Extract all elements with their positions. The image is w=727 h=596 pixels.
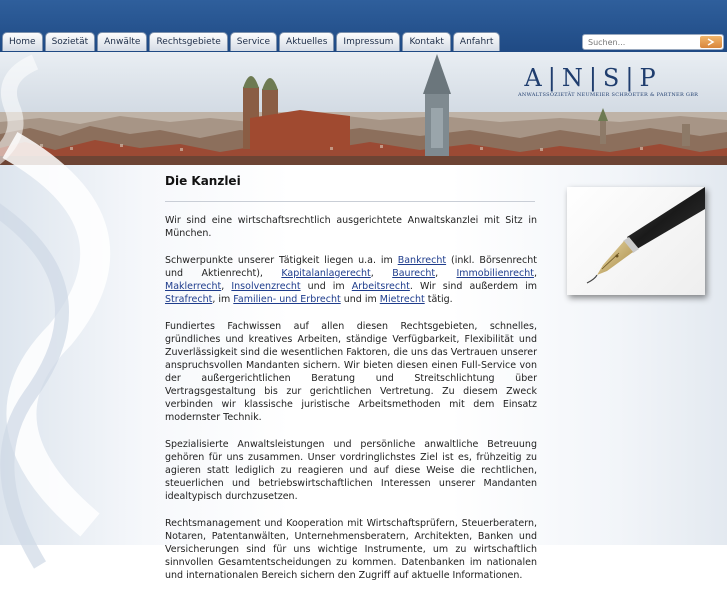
paragraph-intro: Wir sind eine wirtschaftsrechtlich ausgerichtete Anwaltskanzlei mit Sitz in München.	[165, 215, 537, 239]
nav-tab-sozietaet[interactable]: Sozietät	[45, 32, 96, 51]
link-kapitalanlagerecht[interactable]: Kapitalanlagerecht	[281, 268, 371, 279]
search-box	[582, 34, 724, 50]
text-segment: ,	[533, 268, 537, 279]
link-bankrecht[interactable]: Bankrecht	[397, 255, 447, 266]
text-segment: . Wir sind außerdem im	[409, 281, 537, 292]
link-familien-erbrecht[interactable]: Familien- und Erbrecht	[233, 294, 341, 305]
text-segment: ,	[370, 268, 393, 279]
link-insolvenzrecht[interactable]: Insolvenzrecht	[231, 281, 301, 292]
text-segment: ,	[435, 268, 457, 279]
arrow-right-icon	[706, 38, 716, 46]
nav-tab-rechtsgebiete[interactable]: Rechtsgebiete	[149, 32, 227, 51]
section-sign-watermark	[0, 165, 160, 545]
link-arbeitsrecht[interactable]: Arbeitsrecht	[351, 281, 410, 292]
page-title: Die Kanzlei	[165, 174, 241, 188]
nav-tab-aktuelles[interactable]: Aktuelles	[279, 32, 334, 51]
logo-mark: A|N|S|P	[524, 64, 662, 92]
fountain-pen-image	[567, 187, 705, 295]
link-maklerrecht[interactable]: Maklerrecht	[165, 281, 222, 292]
link-baurecht[interactable]: Baurecht	[392, 268, 436, 279]
text-segment: Schwerpunkte unserer Tätigkeit liegen u.a. im	[165, 255, 398, 266]
link-immobilienrecht[interactable]: Immobilienrecht	[456, 268, 534, 279]
text-segment: tätig.	[424, 294, 453, 305]
fountain-pen-icon	[567, 187, 705, 295]
article	[165, 165, 537, 596]
text-segment: und im	[340, 294, 380, 305]
paragraph-services: Spezialisierte Anwaltsleistungen und persönliche anwaltliche Betreuung gehören für uns zusammen. Unser vordringlichstes Ziel ist es, frühzeitig zu agieren statt lediglich zu reagieren und auf diese Weise die rechtlichen, steuerlichen und betriebswirtschaftlichen Interessen unserer Mandanten idealtypisch durchzusetzen.	[165, 439, 537, 502]
search-button[interactable]	[700, 36, 722, 48]
nav-tab-anwaelte[interactable]: Anwälte	[97, 32, 147, 51]
company-logo	[518, 64, 699, 98]
link-strafrecht[interactable]: Strafrecht	[165, 294, 213, 305]
top-navigation-bar	[0, 0, 727, 52]
title-divider	[165, 201, 535, 202]
text-segment: ,	[221, 281, 232, 292]
logo-subtitle: ANWALTSSOZIETÄT NEUMEIER SCHROETER & PARTNER GBR	[518, 92, 699, 98]
nav-tab-home[interactable]: Home	[2, 32, 43, 51]
nav-tab-kontakt[interactable]: Kontakt	[402, 32, 450, 51]
text-segment: (inkl. Börsenrecht und Aktienrecht),	[165, 255, 537, 279]
main-content-area	[0, 165, 727, 581]
paragraph-cooperation: Rechtsmanagement und Kooperation mit Wirtschaftsprüfern, Steuerberatern, Notaren, Patentanwälten, Unternehmensberatern, Architekten, Banken und Versicherungen sind für uns wichtige Instrumente, um zu wirtschaftlich sinnvollen Gesamtentscheidungen zu kommen. Datenbanken im nationalen und internationalen Bereich sichern den Zugriff auf aktuelle Informationen.	[165, 518, 537, 581]
text-segment: , im	[212, 294, 234, 305]
nav-tab-impressum[interactable]: Impressum	[336, 32, 400, 51]
paragraph-focus-areas	[165, 254, 537, 306]
text-segment: und im	[300, 281, 352, 292]
nav-tab-service[interactable]: Service	[230, 32, 277, 51]
main-nav	[2, 32, 502, 51]
header-banner-munich-skyline	[0, 52, 727, 165]
nav-tab-anfahrt[interactable]: Anfahrt	[453, 32, 500, 51]
link-mietrecht[interactable]: Mietrecht	[379, 294, 425, 305]
paragraph-expertise: Fundiertes Fachwissen auf allen diesen Rechtsgebieten, schnelles, gründliches und kreatives Arbeiten, ständige Verfügbarkeit, Flexibilität und Zuverlässigkeit sind die wesentlichen Faktoren, die uns das Vertrauen unserer anspruchsvollen Mandanten sichern. Wir bieten diesen einen Full-Service von der außergerichtlichen Beratung und Streitschlichtung über Vertragsgestaltung bis zur gerichtlichen Vertretung. Zu diesem Zweck verbinden wir klassische juristische Arbeitsmethoden mit dem Einsatz modernster Technik.	[165, 321, 537, 423]
search-input[interactable]	[583, 36, 698, 48]
